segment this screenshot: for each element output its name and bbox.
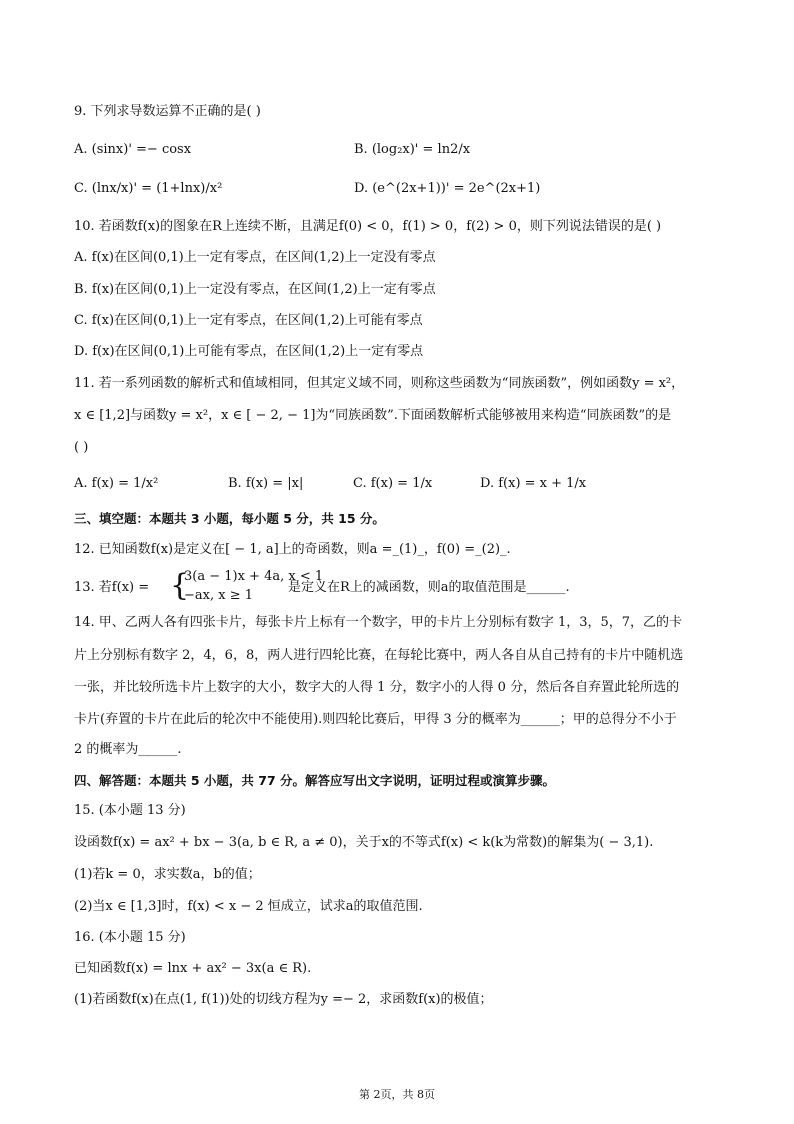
q11-option-d: D. f(x) = x + 1/x — [480, 476, 587, 491]
q14-line-5: 2 的概率为______. — [74, 742, 182, 757]
q13-prefix: 13. 若f(x) = — [74, 580, 150, 595]
q11-option-c: C. f(x) = 1/x — [353, 476, 433, 491]
q13-brace: { — [170, 568, 190, 603]
q10-option-a: A. f(x)在区间(0,1)上一定有零点，在区间(1,2)上一定没有零点 — [74, 250, 436, 265]
q13-case-1: 3(a − 1)x + 4a, x < 1 — [184, 569, 324, 584]
q13-suffix: 是定义在R上的减函数，则a的取值范围是______. — [288, 580, 570, 595]
q11-option-a: A. f(x) = 1/x² — [74, 476, 159, 491]
q11-line-2: x ∈ [1,2]与函数y = x²，x ∈ [ − 2, − 1]为“同族函数”.下面函数解析式能够被用来构造“同族函数”的是 — [74, 408, 672, 423]
q11-option-b: B. f(x) = |x| — [228, 476, 304, 491]
q11-line-1: 11. 若一系列函数的解析式和值域相同，但其定义域不同，则称这些函数为“同族函数”，例如函数y = x²， — [74, 376, 685, 391]
q9-stem: 9. 下列求导数运算不正确的是( ) — [74, 104, 261, 119]
q15-part-1: (1)若k = 0，求实数a，b的值； — [74, 867, 261, 882]
q12-stem: 12. 已知函数f(x)是定义在[ − 1, a]上的奇函数，则a =_(1)_，f(0) =_(2)_. — [74, 542, 511, 557]
q15-part-2: (2)当x ∈ [1,3]时，f(x) < x − 2 恒成立，试求a的取值范围. — [74, 899, 423, 914]
page-footer: 第 2页，共 8页 — [359, 1088, 435, 1101]
section-3-heading: 三、填空题：本题共 3 小题，每小题 5 分，共 15 分。 — [74, 511, 385, 526]
q10-option-d: D. f(x)在区间(0,1)上可能有零点，在区间(1,2)上一定有零点 — [74, 344, 424, 359]
q14-line-2: 片上分别标有数字 2，4，6，8，两人进行四轮比赛，在每轮比赛中，两人各自从自己持有的卡片中随机选 — [74, 648, 684, 663]
q15-header: 15. (本小题 13 分) — [74, 803, 186, 818]
q10-option-c: C. f(x)在区间(0,1)上一定有零点，在区间(1,2)上可能有零点 — [74, 313, 423, 328]
q15-stem: 设函数f(x) = ax² + bx − 3(a, b ∈ R, a ≠ 0)，关于x的不等式f(x) < k(k为常数)的解集为( − 3,1). — [74, 835, 654, 850]
q16-part-1: (1)若函数f(x)在点(1, f(1))处的切线方程为y =− 2，求函数f(x)的极值； — [74, 992, 493, 1007]
q10-stem: 10. 若函数f(x)的图象在R上连续不断，且满足f(0) < 0，f(1) > 0，f(2) > 0，则下列说法错误的是( ) — [74, 219, 662, 234]
q16-header: 16. (本小题 15 分) — [74, 930, 186, 945]
q9-option-c: C. (lnx/x)' = (1+lnx)/x² — [74, 181, 223, 196]
q10-option-b: B. f(x)在区间(0,1)上一定没有零点，在区间(1,2)上一定有零点 — [74, 282, 436, 297]
section-4-heading: 四、解答题：本题共 5 小题，共 77 分。解答应写出文字说明，证明过程或演算步骤。 — [74, 773, 556, 788]
q14-line-3: 一张，并比较所选卡片上数字的大小，数字大的人得 1 分，数字小的人得 0 分，然后各自弃置此轮所选的 — [74, 680, 680, 695]
q11-line-3: ( ) — [74, 440, 89, 455]
q14-line-1: 14. 甲、乙两人各有四张卡片，每张卡片上标有一个数字，甲的卡片上分别标有数字 1，3，5，7，乙的卡 — [74, 615, 683, 630]
q9-option-a: A. (sinx)' =− cosx — [74, 142, 192, 157]
q13-case-2: −ax, x ≥ 1 — [184, 588, 253, 603]
q9-option-b: B. (log₂x)' = ln2/x — [354, 142, 471, 157]
q16-stem: 已知函数f(x) = lnx + ax² − 3x(a ∈ R). — [74, 961, 312, 976]
q9-option-d: D. (e^(2x+1))' = 2e^(2x+1) — [354, 181, 541, 196]
q14-line-4: 卡片(弃置的卡片在此后的轮次中不能使用).则四轮比赛后，甲得 3 分的概率为______；甲的总得分不小于 — [74, 712, 677, 727]
